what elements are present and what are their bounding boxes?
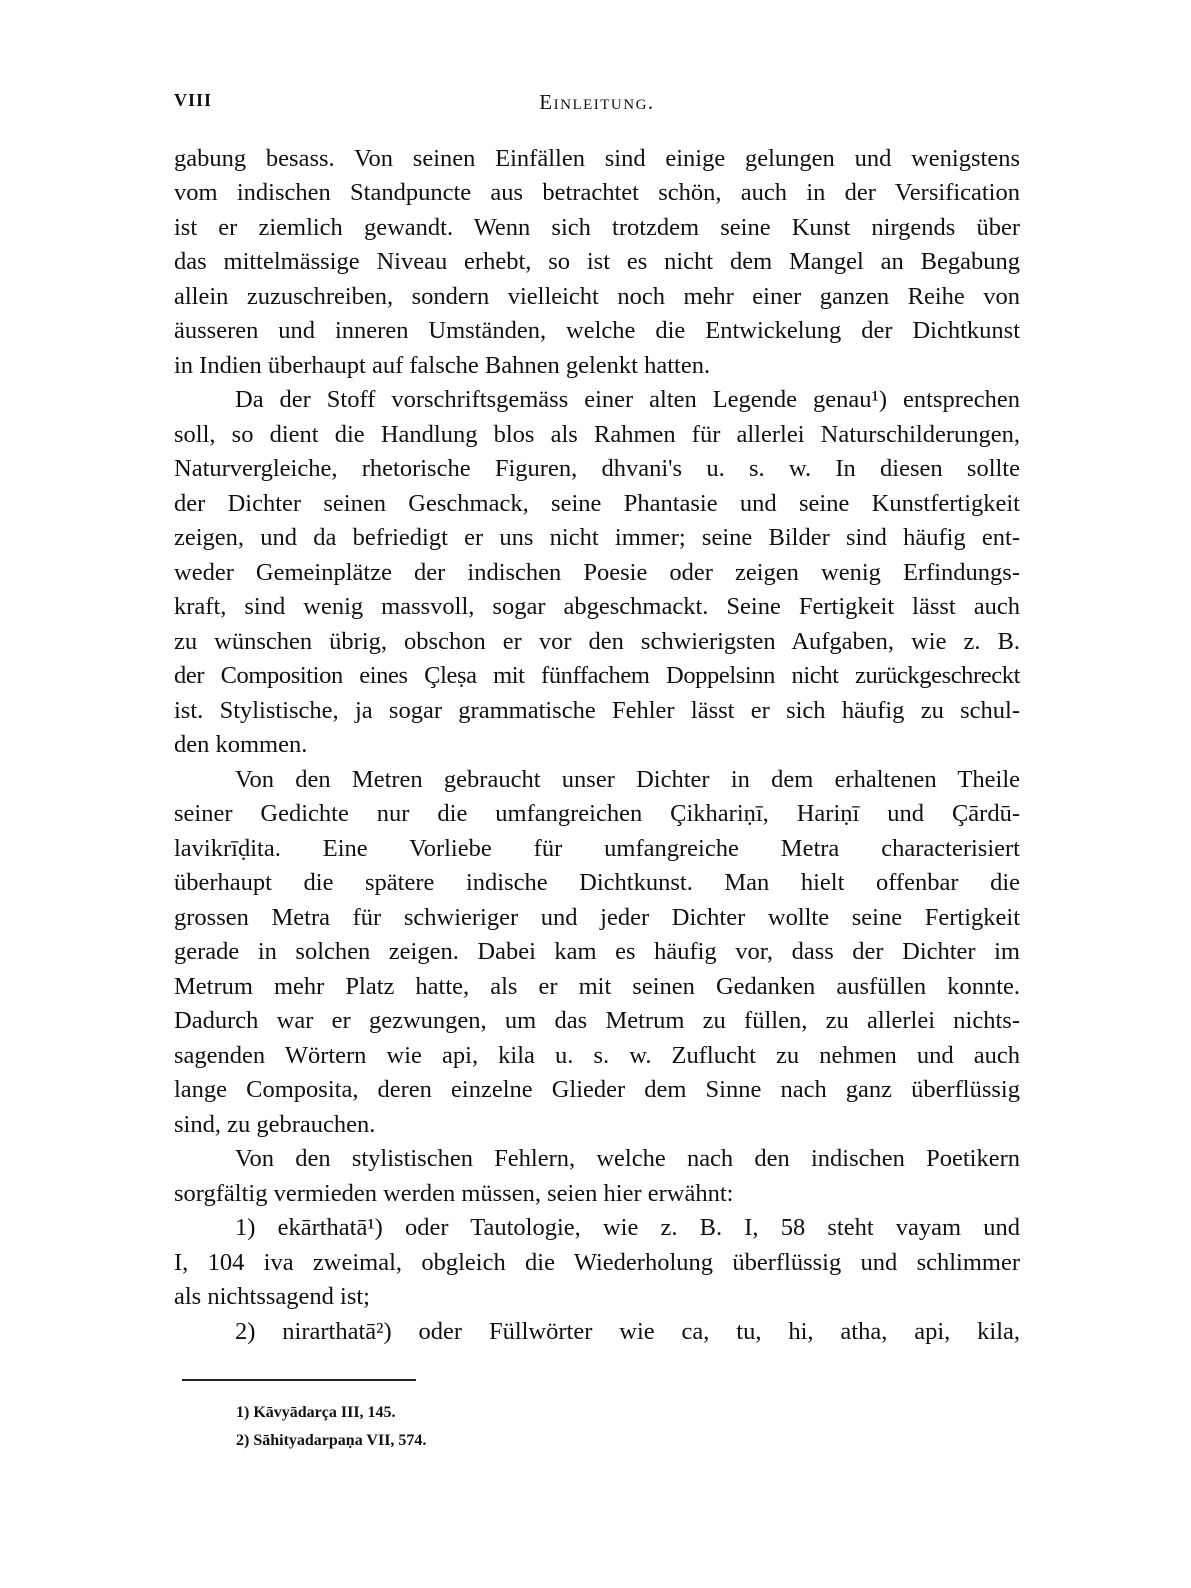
text-line: der Dichter seinen Geschmack, seine Phantasie und seine Kunstfertigkeit — [174, 490, 1020, 517]
text-line: Von den Metren gebraucht unser Dichter in dem erhaltenen Theile — [235, 766, 1020, 793]
text-line: grossen Metra für schwieriger und jeder Dichter wollte seine Fertigkeit — [174, 904, 1020, 931]
text-line: gerade in solchen zeigen. Dabei kam es häufig vor, dass der Dichter im — [174, 938, 1020, 965]
text-line: äusseren und inneren Umständen, welche die Entwickelung der Dichtkunst — [174, 317, 1020, 344]
text-line: sind, zu gebrauchen. — [174, 1111, 376, 1138]
text-line: kraft, sind wenig massvoll, sogar abgeschmackt. Seine Fertigkeit lässt auch — [174, 593, 1020, 620]
text-line: I, 104 iva zweimal, obgleich die Wiederholung überflüssig und schlimmer — [174, 1249, 1020, 1276]
text-line: den kommen. — [174, 731, 308, 758]
text-line: Da der Stoff vorschriftsgemäss einer alten Legende genau¹) entsprechen — [235, 386, 1020, 413]
footnote: 2) Sāhityadarpaṇa VII, 574. — [236, 1432, 427, 1449]
text-line: Dadurch war er gezwungen, um das Metrum zu füllen, zu allerlei nichts- — [174, 1007, 1020, 1034]
text-line: Naturvergleiche, rhetorische Figuren, dhvani's u. s. w. In diesen sollte — [174, 455, 1020, 482]
text-line: soll, so dient die Handlung blos als Rahmen für allerlei Naturschilderungen, — [174, 421, 1020, 448]
text-line: lange Composita, deren einzelne Glieder dem Sinne nach ganz überflüssig — [174, 1076, 1020, 1103]
text-line: in Indien überhaupt auf falsche Bahnen gelenkt hatten. — [174, 352, 711, 379]
text-line: ist. Stylistische, ja sogar grammatische Fehler lässt er sich häufig zu schul- — [174, 697, 1020, 724]
text-line: weder Gemeinplätze der indischen Poesie oder zeigen wenig Erfindungs- — [174, 559, 1020, 586]
text-line: gabung besass. Von seinen Einfällen sind einige gelungen und wenigstens — [174, 145, 1020, 172]
footnote: 1) Kāvyādarça III, 145. — [236, 1404, 396, 1421]
text-line: sorgfältig vermieden werden müssen, seien hier erwähnt: — [174, 1180, 734, 1207]
text-line: vom indischen Standpuncte aus betrachtet schön, auch in der Versification — [174, 179, 1020, 206]
text-line: seiner Gedichte nur die umfangreichen Çikhariṇī, Hariṇī und Çārdū- — [174, 800, 1020, 827]
page-number: VIII — [174, 90, 213, 110]
text-line: als nichtssagend ist; — [174, 1283, 370, 1310]
text-line: Metrum mehr Platz hatte, als er mit seinen Gedanken ausfüllen konnte. — [174, 973, 1020, 1000]
text-line: überhaupt die spätere indische Dichtkunst. Man hielt offenbar die — [174, 869, 1020, 896]
text-line: 1) ekārthatā¹) oder Tautologie, wie z. B. I, 58 steht vayam und — [235, 1214, 1020, 1241]
text-line: zu wünschen übrig, obschon er vor den schwierigsten Aufgaben, wie z. B. — [174, 628, 1020, 655]
text-line: der Composition eines Çleṣa mit fünffachem Doppelsinn nicht zurückgeschreckt — [174, 662, 1020, 689]
text-line: ist er ziemlich gewandt. Wenn sich trotzdem seine Kunst nirgends über — [174, 214, 1020, 241]
text-line: 2) nirarthatā²) oder Füllwörter wie ca, tu, hi, atha, api, kila, — [235, 1318, 1020, 1345]
text-line: Von den stylistischen Fehlern, welche nach den indischen Poetikern — [235, 1145, 1020, 1172]
text-line: lavikrīḍita. Eine Vorliebe für umfangreiche Metra characterisiert — [174, 835, 1020, 862]
text-line: das mittelmässige Niveau erhebt, so ist es nicht dem Mangel an Begabung — [174, 248, 1020, 275]
page-header — [174, 90, 1020, 120]
text-line: sagenden Wörtern wie api, kila u. s. w. Zuflucht zu nehmen und auch — [174, 1042, 1020, 1069]
text-line: allein zuzuschreiben, sondern vielleicht noch mehr einer ganzen Reihe von — [174, 283, 1020, 310]
running-title: Einleitung. — [539, 90, 655, 114]
text-line: zeigen, und da befriedigt er uns nicht immer; seine Bilder sind häufig ent- — [174, 524, 1020, 551]
footnote-divider — [182, 1379, 416, 1381]
